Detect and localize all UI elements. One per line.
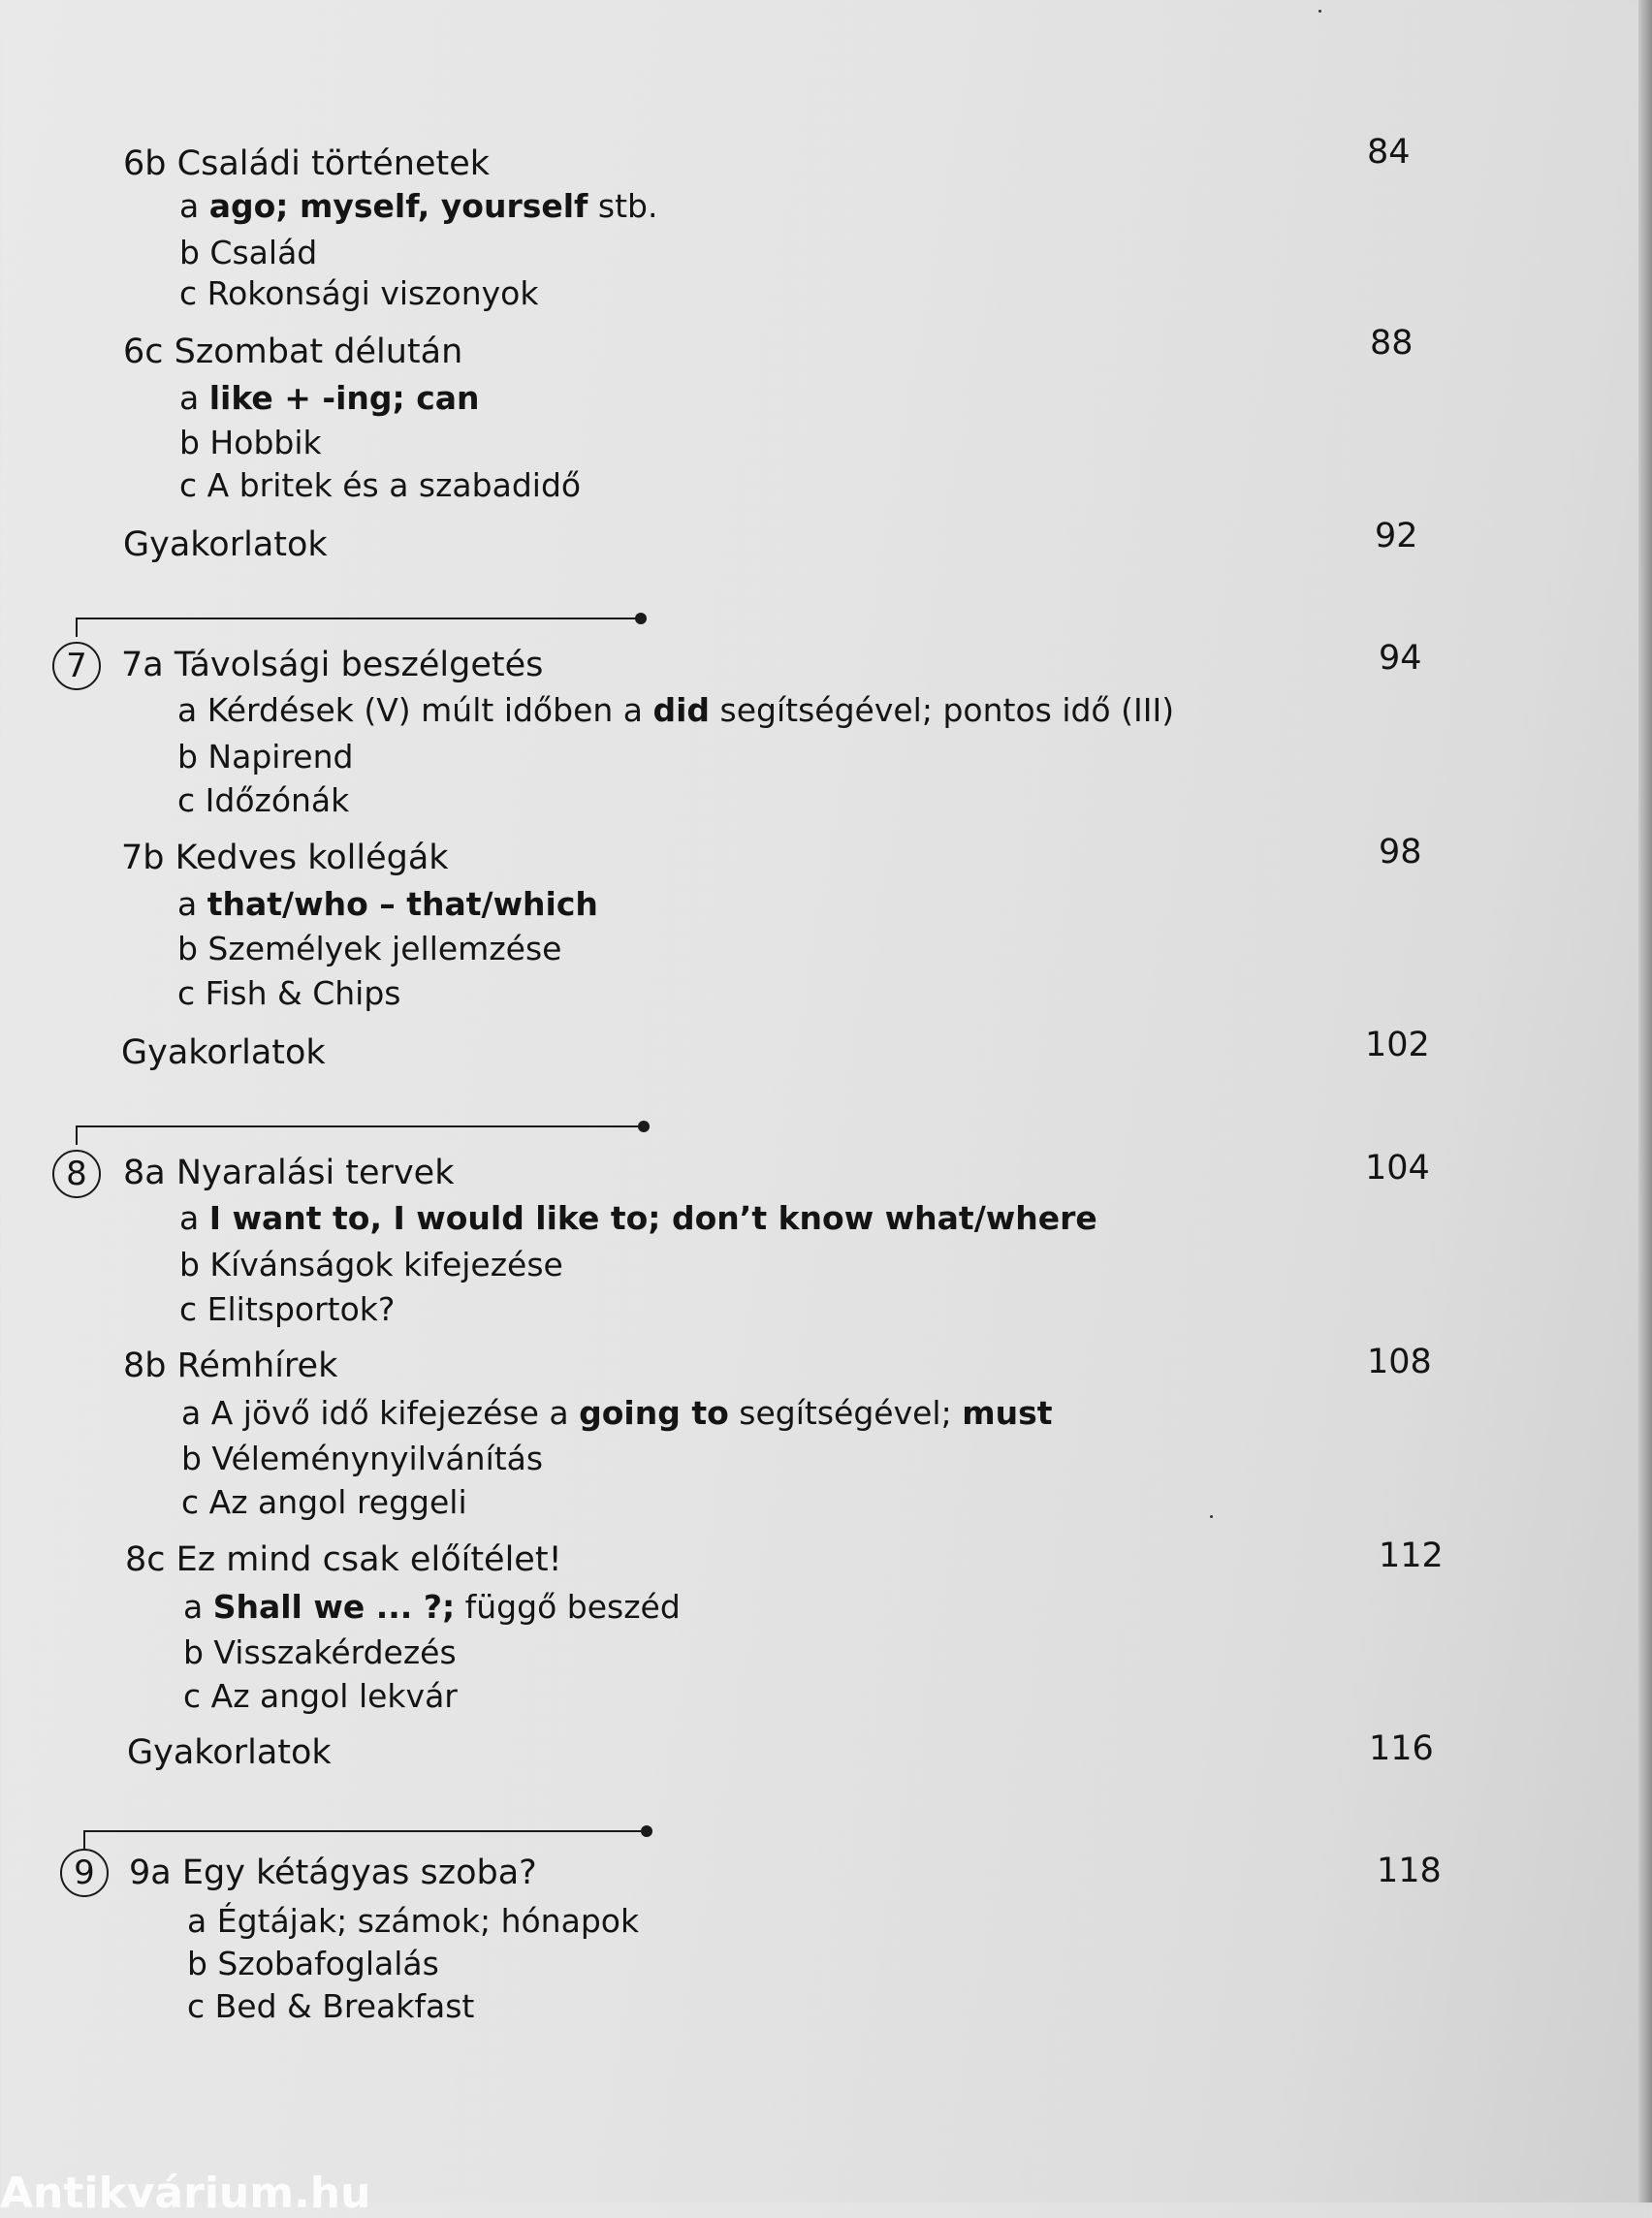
- unit-6b-title: Családi történetek: [176, 144, 491, 183]
- unit-7b-item-a-grammar: that/who – that/which: [206, 885, 598, 923]
- unit-7b-item-a: [177, 885, 598, 923]
- unit-8a-item-a-grammar: I want to, I would like to; don’t know what/where: [208, 1199, 1097, 1237]
- unit-7b-item-a-prefix: a: [177, 885, 207, 923]
- unit-9a-item-a: a Égtájak; számok; hónapok: [187, 1902, 640, 1940]
- unit-7a-code: 7a: [121, 646, 164, 684]
- unit-7a-title: Távolsági beszélgetés: [174, 646, 544, 684]
- unit-9a-page: 118: [1377, 1852, 1442, 1890]
- unit-8c-item-c: c Az angol lekvár: [183, 1677, 458, 1715]
- print-speck: [1210, 1515, 1213, 1518]
- chapter-7-rule: [76, 618, 640, 619]
- exercises-8-page: 116: [1369, 1729, 1434, 1768]
- chapter-7-rule-dot: [635, 613, 647, 624]
- unit-7b-item-c: c Fish & Chips: [177, 974, 401, 1012]
- unit-6c-item-b: b Hobbik: [179, 424, 322, 461]
- unit-6c-heading: [123, 335, 462, 369]
- unit-8b-code: 8b: [123, 1347, 167, 1385]
- unit-7a-page: 94: [1379, 639, 1422, 678]
- unit-7a-item-a: [177, 691, 1175, 729]
- watermark-text: Antikvárium.hu: [0, 2169, 371, 2218]
- unit-6b-item-a-rest: stb.: [588, 187, 658, 225]
- unit-8b-item-a-grammar: going to: [579, 1394, 729, 1432]
- unit-8b-item-c: c Az angol reggeli: [181, 1483, 467, 1521]
- unit-7b-page: 98: [1379, 833, 1422, 871]
- unit-8c-item-a-rest: függő beszéd: [455, 1588, 681, 1626]
- unit-7a-heading: [121, 646, 544, 684]
- unit-8a-title: Nyaralási tervek: [175, 1154, 455, 1192]
- unit-7a-item-a-prefix: a Kérdések (V) múlt időben a: [177, 691, 653, 729]
- unit-8a-item-a-prefix: a: [179, 1199, 209, 1237]
- unit-8b-heading: [123, 1349, 337, 1383]
- unit-8a-item-b: b Kívánságok kifejezése: [179, 1246, 563, 1283]
- unit-8c-item-b: b Visszakérdezés: [183, 1633, 457, 1671]
- exercises-6-label: Gyakorlatok: [123, 525, 328, 564]
- unit-7a-item-a-grammar: did: [652, 691, 711, 729]
- unit-8b-item-a-grammar-2: must: [962, 1394, 1053, 1432]
- exercises-7-label: Gyakorlatok: [121, 1033, 326, 1072]
- unit-8b-page: 108: [1367, 1343, 1432, 1381]
- unit-7b-code: 7b: [121, 839, 165, 877]
- chapter-8-bracket: [76, 1125, 78, 1145]
- unit-6b-item-a: [179, 187, 658, 225]
- unit-9a-item-c: c Bed & Breakfast: [187, 1987, 475, 2025]
- exercises-8-label: Gyakorlatok: [127, 1733, 332, 1772]
- unit-8a-code: 8a: [123, 1154, 166, 1192]
- chapter-9-rule: [83, 1830, 646, 1832]
- unit-7b-heading: [121, 841, 449, 875]
- unit-8c-item-a: [183, 1588, 681, 1626]
- unit-8a-page: 104: [1365, 1149, 1430, 1188]
- unit-7b-item-b: b Személyek jellemzése: [177, 930, 562, 967]
- unit-8a-item-a: [179, 1199, 1097, 1237]
- unit-6c-item-a-prefix: a: [179, 379, 209, 417]
- unit-8a-heading: [123, 1154, 455, 1192]
- unit-9a-code: 9a: [129, 1854, 172, 1892]
- unit-7a-item-a-rest: segítségével; pontos idő (III): [710, 691, 1175, 729]
- unit-6b-item-a-prefix: a: [179, 187, 209, 225]
- unit-6b-item-a-grammar: ago; myself, yourself: [208, 187, 588, 225]
- unit-8c-item-a-grammar: Shall we ... ?;: [212, 1588, 456, 1626]
- unit-9a-title: Egy kétágyas szoba?: [181, 1854, 537, 1892]
- unit-8a-item-c: c Elitsportok?: [179, 1290, 396, 1328]
- unit-8b-item-a-prefix: a A jövő idő kifejezése a: [181, 1394, 580, 1432]
- exercises-7-page: 102: [1365, 1026, 1430, 1064]
- unit-8b-item-a: [181, 1394, 1053, 1432]
- unit-6b-heading: [123, 144, 491, 183]
- unit-6c-item-a-grammar: like + -ing; can: [208, 379, 480, 417]
- unit-6c-item-c: c A britek és a szabadidő: [179, 466, 582, 504]
- unit-8b-item-b: b Véleménynyilvánítás: [181, 1440, 544, 1477]
- unit-8b-item-a-mid: segítségével;: [728, 1394, 963, 1432]
- unit-8c-page: 112: [1379, 1537, 1444, 1575]
- chapter-9-bracket: [83, 1830, 85, 1850]
- chapter-9-number-badge: 9: [60, 1849, 109, 1897]
- chapter-9-rule-dot: [641, 1825, 652, 1837]
- unit-6c-title: Szombat délután: [174, 333, 463, 371]
- chapter-7-number-badge: 7: [52, 642, 101, 690]
- unit-8b-title: Rémhírek: [176, 1347, 338, 1385]
- chapter-8-rule: [76, 1125, 643, 1127]
- unit-8c-code: 8c: [125, 1540, 166, 1579]
- unit-6c-code: 6c: [123, 333, 164, 371]
- unit-6c-item-a: [179, 379, 480, 417]
- unit-6b-item-b: b Család: [179, 234, 318, 271]
- unit-6c-page: 88: [1370, 324, 1414, 363]
- unit-6b-page: 84: [1367, 133, 1411, 172]
- unit-7b-title: Kedves kollégák: [175, 839, 449, 877]
- unit-7a-item-b: b Napirend: [177, 738, 354, 776]
- chapter-8-rule-dot: [638, 1121, 650, 1132]
- chapter-7-bracket: [76, 618, 78, 637]
- unit-9a-item-b: b Szobafoglalás: [187, 1945, 439, 1982]
- print-speck: [1318, 10, 1321, 13]
- unit-6b-code: 6b: [123, 144, 167, 183]
- unit-8c-title: Ez mind csak előítélet!: [175, 1540, 562, 1579]
- chapter-8-number-badge: 8: [52, 1150, 101, 1198]
- unit-9a-heading: [129, 1856, 537, 1890]
- unit-7a-item-c: c Időzónák: [177, 781, 350, 819]
- unit-8c-item-a-prefix: a: [183, 1588, 213, 1626]
- unit-6b-item-c: c Rokonsági viszonyok: [179, 274, 539, 312]
- unit-8c-heading: [125, 1540, 562, 1579]
- exercises-6-page: 92: [1375, 517, 1418, 555]
